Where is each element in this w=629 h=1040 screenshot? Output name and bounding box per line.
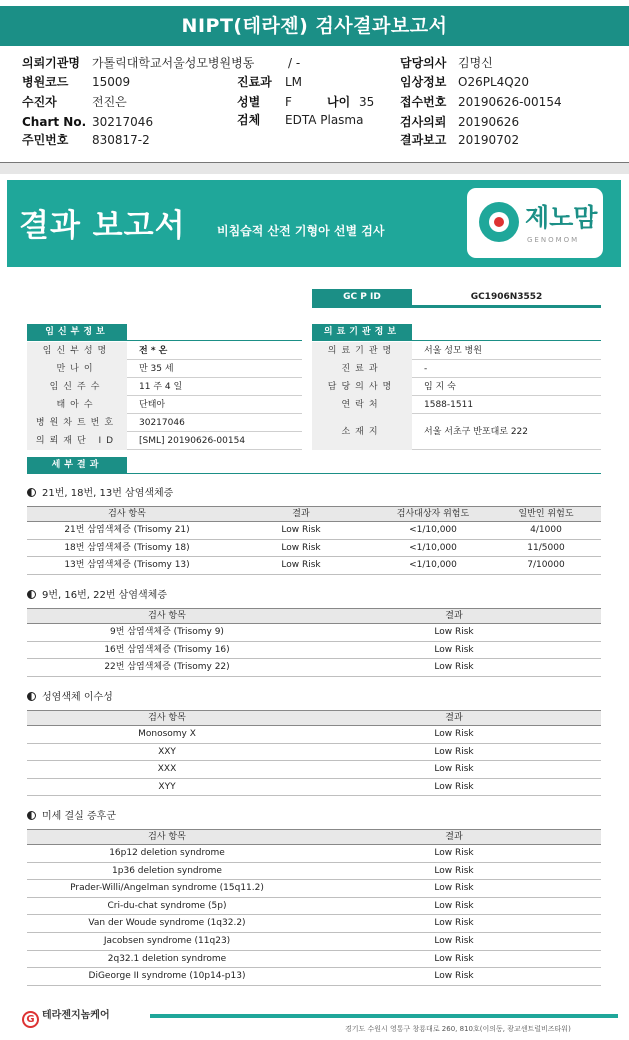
pregnant-info-key: 임신주수 [27,378,127,396]
receipt-value: 20190626-00154 [458,95,562,109]
table-row [27,659,601,677]
table-cell: Low Risk [434,971,474,982]
table-cell: Low Risk [434,865,474,876]
gcpid-value: GC1906N3552 [412,289,601,306]
table-cell: Low Risk [434,935,474,946]
result-table [27,710,601,796]
table-cell: 21번 삼염색체증 (Trisomy 21) [64,525,190,535]
sex-label: 성별 [237,95,261,109]
institution-info-value: - [424,364,428,374]
table-row [27,522,601,540]
institution-info-key: 담당의사명 [312,378,412,396]
table-row [27,968,601,986]
table-cell: <1/10,000 [409,542,457,553]
column-header: 검사 항목 [108,509,146,519]
pregnant-info-value: 전 * 온 [139,346,168,356]
table-cell: Cri-du-chat syndrome (5p) [107,900,227,911]
institution-info-value: 1588-1511 [424,400,474,410]
institution-info-row [312,342,601,360]
patient-value: 전진은 [92,95,127,109]
institution-info-tab: 의료기관정보 [312,324,412,340]
pregnant-info-value: 단태아 [139,400,166,410]
institution-info-row [312,378,601,396]
table-cell: Low Risk [434,729,474,739]
specimen-label: 검체 [237,113,261,127]
table-cell: DiGeorge II syndrome (10p14-p13) [88,971,246,982]
column-header: 검사 항목 [148,611,186,621]
pregnant-tab-line [27,340,302,341]
table-cell: Low Risk [434,644,474,655]
table-cell: 18번 삼염색체증 (Trisomy 18) [64,542,190,553]
table-cell: Low Risk [281,525,321,535]
column-header: 결과 [445,832,463,842]
dept-label: 진료과 [237,75,272,89]
table-row [27,624,601,642]
hospital-code-value: 15009 [92,75,131,89]
hospital-code-label: 병원코드 [22,75,69,89]
table-cell: Van der Woude syndrome (1q32.2) [88,918,246,929]
section-title [27,688,113,703]
ward-value: / - [288,56,301,70]
table-row [27,726,601,744]
result-table [27,506,601,575]
table-cell: 22번 삼염색체증 (Trisomy 22) [104,662,230,673]
table-cell: 16p12 deletion syndrome [109,848,225,858]
table-cell: Jacobsen syndrome (11q23) [103,935,231,946]
column-header: 결과 [445,611,463,621]
pregnant-info-row [27,414,302,432]
table-cell: Low Risk [434,764,474,775]
institution-info-value: 서울 서초구 반포대로 222 [424,427,529,437]
pregnant-info-value: 11 주 4 일 [139,382,183,392]
table-cell: XXY [158,746,176,757]
institution-tab-line [312,340,601,341]
result-table-header [27,710,601,726]
logo-text: 제노맘 [525,203,598,232]
chart-value: 30217046 [92,115,154,129]
table-row [27,845,601,863]
section-title-text: 21번, 18번, 13번 삼염색체증 [42,488,174,499]
column-header: 일반인 위험도 [518,509,574,519]
table-row [27,557,601,575]
banner-subtitle: 비침습적 산전 기형아 선별 검사 [217,224,385,238]
gcpid-underline [312,306,601,308]
table-row [27,761,601,779]
table-row [27,744,601,762]
table-cell: Low Risk [434,781,474,792]
table-cell: 1p36 deletion syndrome [112,865,222,876]
table-cell: 11/5000 [527,542,565,553]
theragen-logo [22,1006,110,1028]
pregnant-info-row [27,432,302,450]
section-title [27,586,167,601]
table-cell: 7/10000 [527,560,565,571]
pregnant-info-value: 만 35 세 [139,364,174,374]
column-header: 결과 [445,713,463,723]
institution-info-value: 임 지 숙 [424,382,456,392]
institution-info-row [312,414,601,450]
result-table [27,608,601,677]
institution-info-row [312,396,601,414]
theragen-logo-icon: G [22,1011,39,1028]
table-cell: Low Risk [434,627,474,637]
id-label: 주민번호 [22,133,69,147]
section-title [27,807,116,822]
report-date-value: 20190702 [458,133,520,147]
column-header: 검사 항목 [148,713,186,723]
institution-info-row [312,360,601,378]
result-table-header [27,608,601,624]
table-cell: Low Risk [434,900,474,911]
pregnant-info-row [27,342,302,360]
id-value: 830817-2 [92,133,150,147]
dept-value: LM [285,75,303,89]
table-cell: XYY [158,781,176,792]
table-row [27,642,601,660]
pregnant-info-row [27,378,302,396]
sex-value: F [285,95,292,109]
table-cell: 4/1000 [530,525,562,535]
section-title [27,484,173,499]
age-label: 나이 [327,95,351,109]
request-label: 검사의뢰 [400,115,447,129]
report-title: NIPT(테라젠) 검사결과보고서 [0,6,629,46]
section-title-text: 미세 결실 증후군 [42,811,116,822]
column-header: 결과 [292,509,310,519]
institution-info-key: 진료과 [312,360,412,378]
table-row [27,898,601,916]
column-header: 검사대상자 위험도 [396,509,470,519]
table-row [27,863,601,881]
table-row [27,540,601,558]
table-cell: <1/10,000 [409,560,457,571]
table-row [27,880,601,898]
table-cell: Prader-Willi/Angelman syndrome (15q11.2) [70,883,264,894]
half-circle-icon [27,488,36,497]
doctor-value: 김명신 [458,56,493,70]
clinical-value: O26PL4Q20 [458,75,529,89]
pregnant-info-key: 태아수 [27,396,127,414]
table-cell: Low Risk [434,662,474,673]
request-value: 20190626 [458,115,520,129]
table-cell: Low Risk [434,848,474,858]
result-banner [7,180,621,267]
table-row [27,779,601,797]
section-title-text: 9번, 16번, 22번 삼염색체증 [42,590,167,601]
logo-subtext: GENOMOM [527,236,580,244]
half-circle-icon [27,692,36,701]
table-cell: Low Risk [434,883,474,894]
table-cell: Monosomy X [138,729,196,739]
pregnant-info-key: 임신부성명 [27,342,127,360]
pregnant-info-value: 30217046 [139,418,185,428]
age-value: 35 [359,95,375,109]
institution-info-key: 연락처 [312,396,412,414]
pregnant-info-row [27,360,302,378]
detail-tab-line [27,473,601,474]
table-cell: 16번 삼염색체증 (Trisomy 16) [104,644,230,655]
result-table-header [27,829,601,845]
specimen-value: EDTA Plasma [285,113,364,127]
pregnant-info-tab: 임신부정보 [27,324,127,340]
footer-line [150,1014,618,1018]
table-cell: 9번 삼염색체증 (Trisomy 9) [110,627,224,637]
pregnant-info-value: [SML] 20190626-00154 [139,436,246,446]
banner-title: 결과 보고서 [19,208,186,244]
table-row [27,915,601,933]
genomom-logo-icon [479,202,519,242]
table-cell: Low Risk [281,542,321,553]
pregnant-info-key: 병원차트번호 [27,414,127,432]
chart-label: Chart No. [22,115,87,129]
table-cell: 2q32.1 deletion syndrome [107,953,227,964]
result-table-header [27,506,601,522]
clinical-label: 임상정보 [400,75,447,89]
page-gap [0,163,629,174]
half-circle-icon [27,590,36,599]
half-circle-icon [27,811,36,820]
institution-info-value: 서울 성모 병원 [424,346,482,356]
patient-label: 수진자 [22,95,57,109]
footer-address: 경기도 수원시 영통구 창룡대로 260, 810호(이의동, 광교센트럴비즈타워) [345,1025,571,1033]
gcpid-label: GC P ID [312,289,412,306]
pregnant-info-key: 만나이 [27,360,127,378]
genomom-logo [467,188,603,258]
table-cell: Low Risk [281,560,321,571]
institution-label: 의뢰기관명 [22,56,80,70]
pregnant-info-key: 의뢰재단 ID [27,432,127,450]
report-date-label: 결과보고 [400,133,447,147]
section-title-text: 성염색체 이수성 [42,692,113,703]
theragen-logo-text: 테라젠지놈케어 [42,1010,110,1021]
table-cell: 13번 삼염색체증 (Trisomy 13) [64,560,190,571]
table-cell: Low Risk [434,746,474,757]
column-header: 검사 항목 [148,832,186,842]
pregnant-info-row [27,396,302,414]
table-cell: <1/10,000 [409,525,457,535]
institution-value: 가톨릭대학교서울성모병원병동 [92,56,255,70]
table-row [27,951,601,969]
table-cell: XXX [157,764,177,775]
receipt-label: 접수번호 [400,95,447,109]
table-row [27,933,601,951]
institution-info-key: 의료기관명 [312,342,412,360]
table-cell: Low Risk [434,953,474,964]
detail-results-tab: 세부결과 [27,457,127,473]
doctor-label: 담당의사 [400,56,447,70]
table-cell: Low Risk [434,918,474,929]
institution-info-key: 소재지 [312,414,412,450]
result-table [27,829,601,986]
